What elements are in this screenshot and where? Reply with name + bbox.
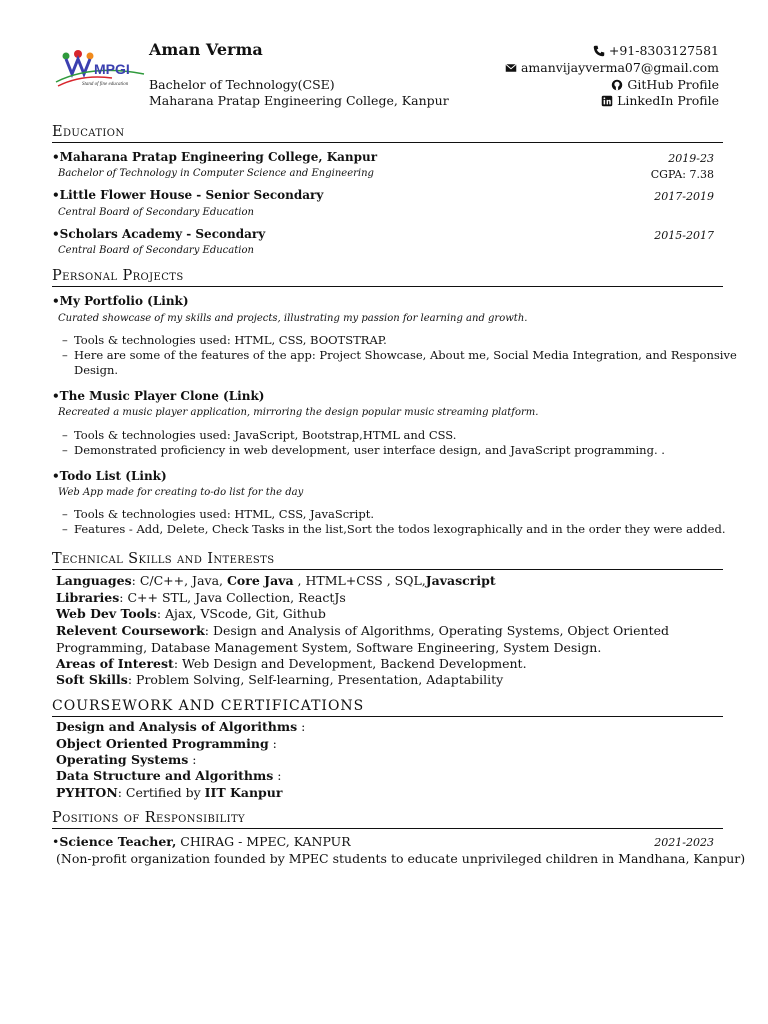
responsibility-date: 2021-2023 [654, 836, 714, 849]
project-point: – Tools & technologies used: JavaScript, Bootstrap,HTML and CSS. [62, 428, 457, 442]
project-title[interactable]: •The Music Player Clone (Link) [52, 389, 265, 403]
candidate-name: Aman Verma [149, 40, 263, 59]
github-icon [611, 79, 623, 91]
coursework-item: Data Structure and Algorithms : [56, 768, 282, 783]
responsibility-heading: Positions of Responsibility [52, 810, 723, 829]
project-point: – Demonstrated proficiency in web development, user interface design, and JavaScript programming. . [62, 443, 665, 457]
github-contact[interactable] [611, 77, 719, 92]
email-address[interactable]: amanvijayverma07@gmail.com [520, 60, 719, 75]
education-date: 2017-2019 [654, 190, 714, 203]
svg-text:MPGI: MPGI [94, 61, 130, 77]
project-description: Recreated a music player application, mirroring the design popular music streaming platform. [58, 407, 539, 418]
certification-item: PYHTON: Certified by IIT Kanpur [56, 785, 283, 800]
github-link[interactable]: GitHub Profile [627, 77, 719, 92]
linkedin-contact[interactable] [601, 93, 719, 108]
skills-libraries: Libraries: C++ STL, Java Collection, ReactJs [56, 590, 346, 605]
project-title[interactable]: •Todo List (Link) [52, 469, 167, 483]
phone-number[interactable]: +91-8303127581 [608, 43, 719, 58]
skills-coursework: Relevent Coursework: Design and Analysis of Algorithms, Operating Systems, Object Oriented [56, 623, 670, 638]
responsibility-role: •Science Teacher, CHIRAG - MPEC, KANPUR [52, 834, 351, 849]
degree-line: Bachelor of Technology(CSE) [149, 77, 335, 92]
education-date: 2015-2017 [654, 229, 714, 242]
college-logo [52, 44, 146, 94]
project-description: Web App made for creating to-do list for the day [58, 487, 304, 498]
college-line: Maharana Pratap Engineering College, Kanpur [149, 93, 449, 108]
project-title[interactable]: •My Portfolio (Link) [52, 294, 189, 308]
phone-contact[interactable] [593, 43, 719, 58]
projects-heading: Personal Projects [52, 268, 723, 287]
education-date: 2019-23 [668, 152, 714, 165]
project-point-continued: Design. [74, 363, 119, 377]
linkedin-link[interactable]: LinkedIn Profile [617, 93, 719, 108]
skills-coursework-continued: Programming, Database Management System, Software Engineering, System Design. [56, 640, 602, 655]
skills-languages: Languages: C/C++, Java, Core Java , HTML+CSS , SQL,Javascript [56, 573, 496, 588]
project-point: – Features - Add, Delete, Check Tasks in the list,Sort the todos lexographically and in the order they were added. [62, 522, 726, 536]
education-cgpa: CGPA: 7.38 [650, 168, 714, 181]
education-subtitle: Central Board of Secondary Education [58, 245, 254, 256]
project-description: Curated showcase of my skills and projects, illustrating my passion for learning and growth. [58, 313, 528, 324]
skills-soft: Soft Skills: Problem Solving, Self-learning, Presentation, Adaptability [56, 672, 504, 687]
education-heading: Education [52, 124, 723, 143]
skills-webdev: Web Dev Tools: Ajax, VScode, Git, Github [56, 606, 326, 621]
coursework-item: Design and Analysis of Algorithms : [56, 719, 306, 734]
project-point: – Here are some of the features of the app: Project Showcase, About me, Social Media Integration, and Responsive [62, 348, 737, 362]
coursework-item: Object Oriented Programming : [56, 736, 277, 751]
project-point: – Tools & technologies used: HTML, CSS, JavaScript. [62, 507, 374, 521]
linkedin-icon [601, 95, 613, 107]
envelope-icon [505, 62, 517, 74]
responsibility-description: (Non-profit organization founded by MPEC students to educate unprivileged children in Mandhana, Kanpur) [56, 851, 746, 866]
project-point: – Tools & technologies used: HTML, CSS, BOOTSTRAP. [62, 333, 387, 347]
education-item: •Little Flower House - Senior Secondary [52, 188, 324, 202]
coursework-item: Operating Systems : [56, 752, 197, 767]
education-item: •Scholars Academy - Secondary [52, 227, 266, 241]
education-subtitle: Central Board of Secondary Education [58, 207, 254, 218]
svg-text:Stand of fine education: Stand of fine education [82, 82, 129, 87]
coursework-heading: COURSEWORK AND CERTIFICATIONS [52, 698, 723, 717]
phone-icon [593, 45, 605, 57]
education-subtitle: Bachelor of Technology in Computer Science and Engineering [58, 168, 374, 179]
skills-interest: Areas of Interest: Web Design and Development, Backend Development. [56, 656, 527, 671]
education-item: •Maharana Pratap Engineering College, Kanpur [52, 150, 378, 164]
skills-heading: Technical Skills and Interests [52, 551, 723, 570]
email-contact[interactable] [505, 60, 719, 75]
